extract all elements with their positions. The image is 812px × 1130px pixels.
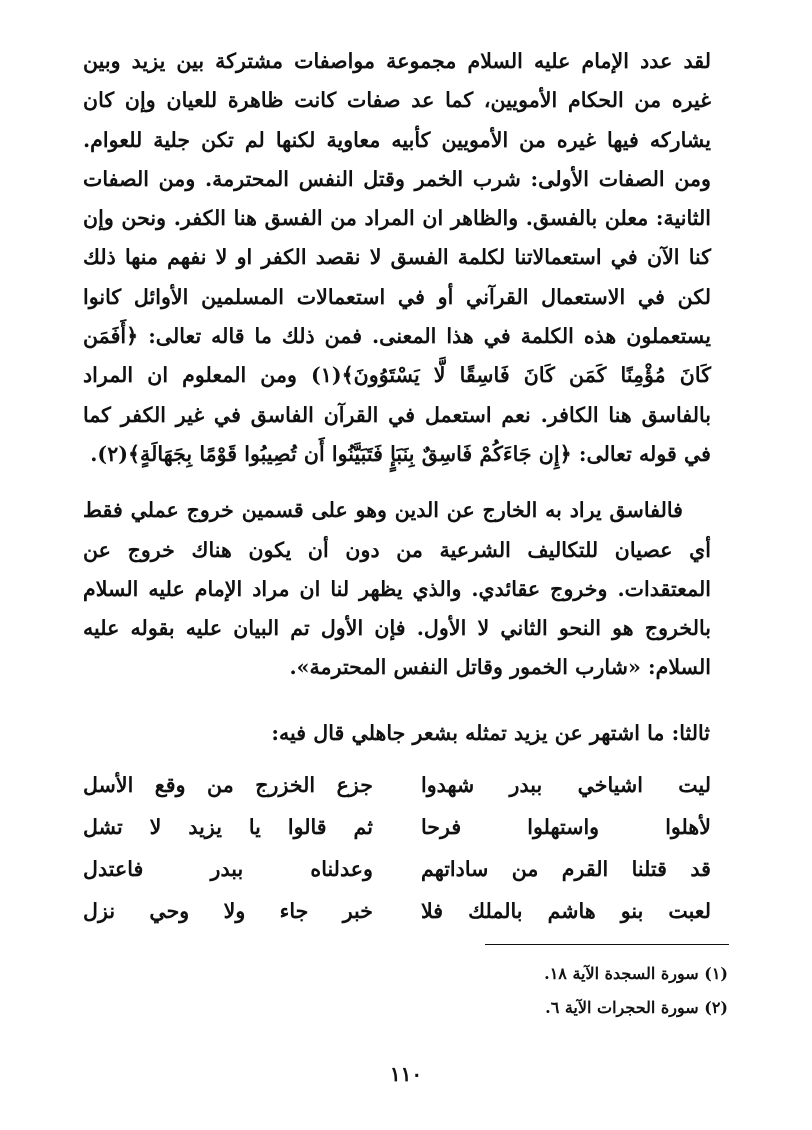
verse-first-hemistich: لعبت بنو هاشم بالملك فلا	[421, 899, 711, 923]
poem-verse-4	[83, 893, 711, 935]
verse-first-hemistich: قد قتلنا القرم من ساداتهم	[421, 857, 711, 881]
verse-first-hemistich: ليت اشياخي ببدر شهدوا	[421, 773, 711, 797]
verse-second-hemistich: ثم قالوا يا يزيد لا تشل	[83, 815, 373, 839]
main-text	[83, 42, 711, 688]
paragraph-2: فالفاسق يراد به الخارج عن الدين وهو على قسمين خروج عملي فقط أي عصيان للتكاليف الشرعية من دون أن يكون هناك خروج عن المعتقدات. وخروج عقائدي. والذي يظهر لنا ان مراد الإمام عليه السلام بالخروج هو النحو الثاني لا الأول. فإن الأول تم البيان عليه بقوله عليه السلام: «شارب الخمور وقاتل النفس المحترمة».	[83, 498, 711, 680]
verse-second-hemistich: وعدلناه ببدر فاعتدل	[83, 857, 373, 881]
footnote-divider	[485, 944, 729, 945]
poem-verse-2	[83, 809, 711, 851]
poem-verse-1	[83, 767, 711, 809]
poem-intro: ثالثا: ما اشتهر عن يزيد تمثله بشعر جاهلي قال فيه:	[271, 721, 710, 745]
paragraph-1: لقد عدد الإمام عليه السلام مجموعة مواصفات مشتركة بين يزيد وبين غيره من الحكام الأمويين، كما عد صفات كانت ظاهرة للعيان وإن كان يشاركه فيها غيره من الأمويين كأبيه معاوية لكنها لم تكن جلية للعوام. ومن الصفات الأولى: شرب الخمر وقتل النفس المحترمة. ومن الصفات الثانية: معلن بالفسق. والظاهر ان المراد من الفسق هنا الكفر. ونحن وإن كنا الآن في استعمالاتنا لكلمة الفسق لا نقصد الكفر او لا نفهم منها ذلك لكن في الاستعمال القرآني أو في استعمالات المسلمين الأوائل كانوا يستعملون هذه الكلمة في هذا المعنى. فمن ذلك ما قاله تعالى: ﴿أَفَمَن كَانَ مُؤْمِنًا كَمَن كَانَ فَاسِقًا لَّا يَسْتَوُونَ﴾(١) ومن المعلوم ان المراد بالفاسق هنا الكافر. نعم استعمل في القرآن الفاسق في غير الكفر كما في قوله تعالى: ﴿إِن جَاءَكُمْ فَاسِقٌ بِنَبَإٍ فَتَبَيَّنُوا أَن تُصِيبُوا قَوْمًا بِجَهَالَةٍ﴾(٢).	[83, 49, 711, 466]
footnote-2: (٢) سورة الحجرات الآية ٦.	[545, 998, 728, 1017]
verse-second-hemistich: خبر جاء ولا وحي نزل	[83, 899, 373, 923]
verse-first-hemistich: لأهلوا واستهلوا فرحا	[421, 815, 711, 839]
verse-second-hemistich: جزع الخزرج من وقع الأسل	[83, 773, 373, 797]
footnotes	[328, 957, 728, 1025]
poem	[83, 767, 711, 935]
footnote-1: (١) سورة السجدة الآية ١٨.	[544, 964, 728, 983]
page-number: ١١٠	[389, 1062, 423, 1086]
poem-verse-3	[83, 851, 711, 893]
